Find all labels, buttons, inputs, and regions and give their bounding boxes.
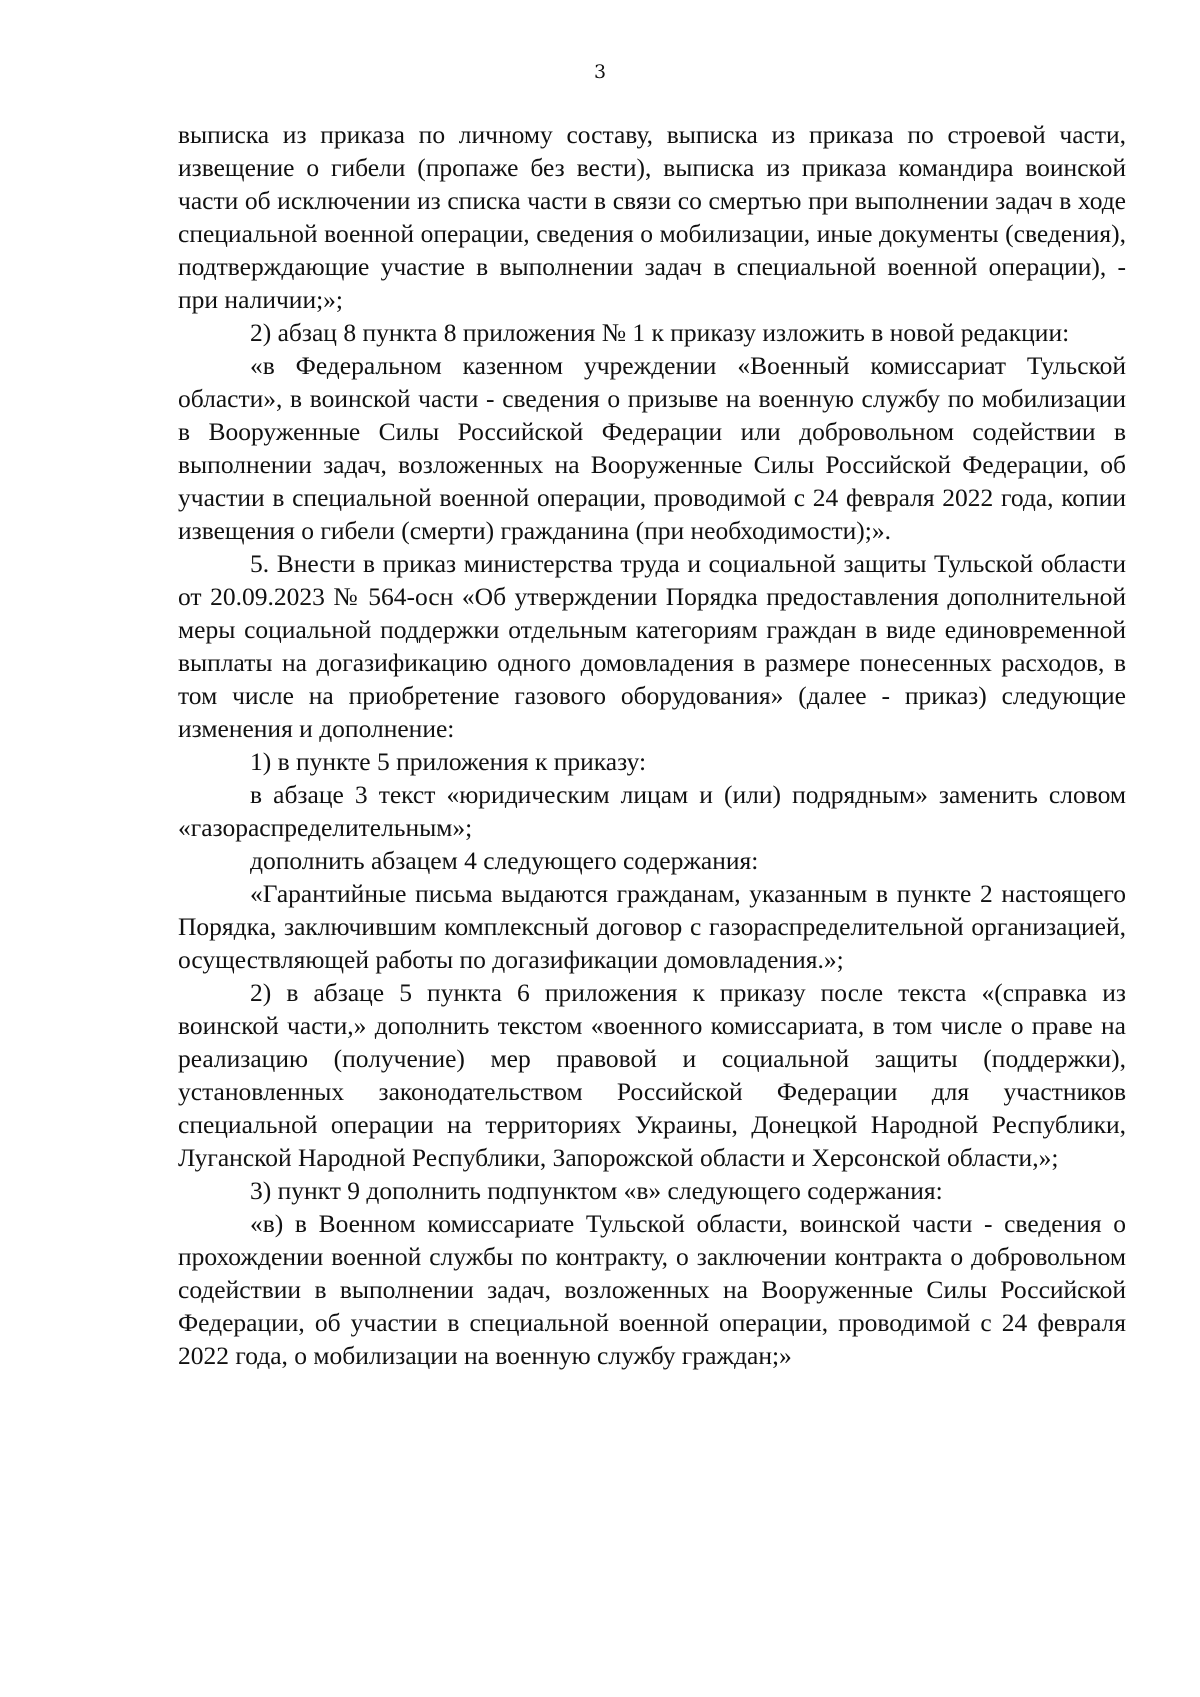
document-paragraph: дополнить абзацем 4 следующего содержания: [250,846,759,875]
document-paragraph: 2) в абзаце 5 пункта 6 приложения к приказу после текста «(справка из воинской части,» дополнить текстом «военного комиссариата, в том числе о праве на реализацию (получение) мер правовой и социальной защиты (поддержки), установленных законодательством Российской Федерации для участников специальной операции на территориях Украины, Донецкой Народной Республики, Луганской Народной Республики, Запорожской области и Херсонской области,»; [178,978,1126,1172]
document-paragraph: «Гарантийные письма выдаются гражданам, указанным в пункте 2 настоящего Порядка, заключившим комплексный договор с газораспределительной организацией, осуществляющей работы по догазификации домовладения.»; [178,879,1126,974]
document-body [178,118,1126,1372]
document-paragraph: в абзаце 3 текст «юридическим лицам и (или) подрядным» заменить словом «газораспределительным»; [178,780,1126,842]
document-paragraph: 3) пункт 9 дополнить подпунктом «в» следующего содержания: [250,1176,943,1205]
document-paragraph: 2) абзац 8 пункта 8 приложения № 1 к приказу изложить в новой редакции: [250,318,1070,347]
document-paragraph: 1) в пункте 5 приложения к приказу: [250,747,647,776]
page-number: 3 [593,61,607,83]
document-paragraph: выписка из приказа по личному составу, выписка из приказа по строевой части, извещение о гибели (пропаже без вести), выписка из приказа командира воинской части об исключении из списка части в связи со смертью при выполнении задач в ходе специальной военной операции, сведения о мобилизации, иные документы (сведения), подтверждающие участие в выполнении задач в специальной военной операции), - при наличии;»; [178,120,1126,314]
document-paragraph: «в) в Военном комиссариате Тульской области, воинской части - сведения о прохождении военной службы по контракту, о заключении контракта о добровольном содействии в выполнении задач, возложенных на Вооруженные Силы Российской Федерации, об участии в специальной военной операции, проводимой с 24 февраля 2022 года, о мобилизации на военную службу граждан;» [178,1209,1126,1370]
document-paragraph: 5. Внести в приказ министерства труда и социальной защиты Тульской области от 20.09.2023 № 564-осн «Об утверждении Порядка предоставления дополнительной меры социальной поддержки отдельным категориям граждан в виде единовременной выплаты на догазификацию одного домовладения в размере понесенных расходов, в том числе на приобретение газового оборудования» (далее - приказ) следующие изменения и дополнение: [178,549,1126,743]
document-paragraph: «в Федеральном казенном учреждении «Военный комиссариат Тульской области», в воинской части - сведения о призыве на военную службу по мобилизации в Вооруженные Силы Российской Федерации или добровольном содействии в выполнении задач, возложенных на Вооруженные Силы Российской Федерации, об участии в специальной военной операции, проводимой с 24 февраля 2022 года, копии извещения о гибели (смерти) гражданина (при необходимости);». [178,351,1126,545]
